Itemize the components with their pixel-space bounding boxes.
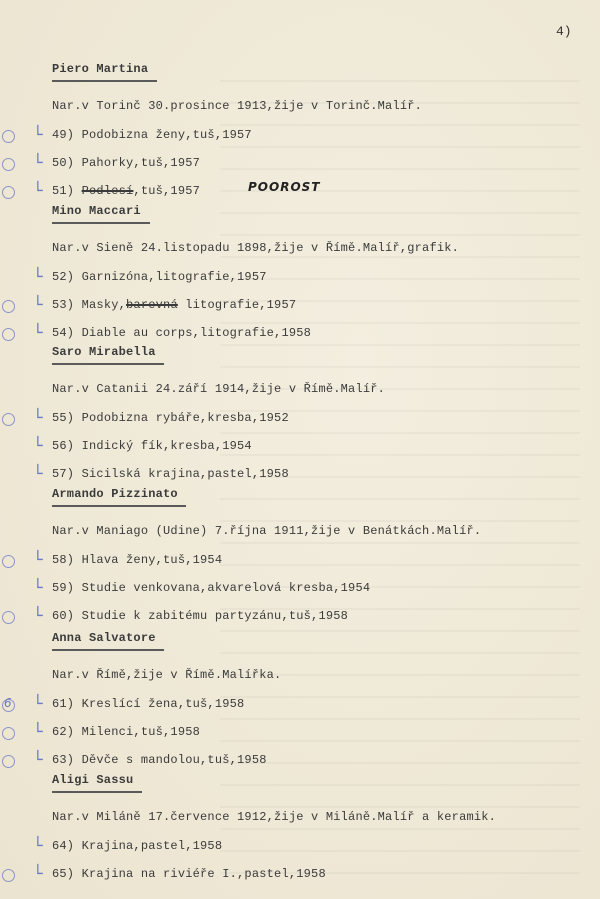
artwork-item xyxy=(52,439,252,453)
artwork-number: 51) xyxy=(52,184,82,198)
artist-bio: Nar.v Torinč 30.prosince 1913,žije v Torinč.Malíř. xyxy=(52,99,423,113)
artwork-title-prefix: Masky, xyxy=(81,298,127,312)
artwork-description: ,tuš,1957 xyxy=(133,184,201,198)
artwork-number: 55) xyxy=(52,411,82,425)
artwork-description: Podobizna ženy,tuš,1957 xyxy=(81,128,252,142)
handwritten-tick-icon: └ xyxy=(33,408,43,427)
artist-underline xyxy=(52,80,157,82)
artwork-number: 57) xyxy=(52,467,82,481)
checkmark-circle-icon xyxy=(2,727,15,740)
artwork-description: Studie k zabitému partyzánu,tuš,1958 xyxy=(81,609,349,623)
artwork-description: Kreslící žena,tuš,1958 xyxy=(81,697,245,711)
artist-bio: Nar.v Sieně 24.listopadu 1898,žije v Římě.Malíř,grafik. xyxy=(52,241,460,255)
checkmark-circle-icon xyxy=(2,186,15,199)
artwork-number: 64) xyxy=(52,839,82,853)
artwork-number: 49) xyxy=(52,128,82,142)
artwork-item xyxy=(52,697,244,711)
artist-bio: Nar.v Maniago (Udine) 7.října 1911,žije v Benátkách.Malíř. xyxy=(52,524,482,538)
artwork-description: Garnizóna,litografie,1957 xyxy=(81,270,267,284)
artwork-item xyxy=(52,184,200,198)
artwork-item xyxy=(52,326,311,340)
artwork-number: 59) xyxy=(52,581,82,595)
artist-name: Anna Salvatore xyxy=(52,631,156,645)
artwork-number: 54) xyxy=(52,326,82,340)
artist-underline xyxy=(52,363,164,365)
handwritten-tick-icon: └ xyxy=(33,295,43,314)
checkmark-circle-icon xyxy=(2,328,15,341)
artwork-description: Krajina na riviéře I.,pastel,1958 xyxy=(81,867,326,881)
handwritten-tick-icon: └ xyxy=(33,750,43,769)
checkmark-circle-icon xyxy=(2,413,15,426)
checkmark-circle-icon xyxy=(2,158,15,171)
artwork-item xyxy=(52,609,348,623)
page-number: 4) xyxy=(556,24,572,39)
artwork-description: Děvče s mandolou,tuš,1958 xyxy=(81,753,267,767)
artwork-description: Diable au corps,litografie,1958 xyxy=(81,326,312,340)
handwritten-tick-icon: └ xyxy=(33,722,43,741)
handwritten-tick-icon: └ xyxy=(33,267,43,286)
struck-out-word: barevná xyxy=(126,298,178,312)
handwritten-note: POOROST xyxy=(248,180,321,194)
artist-bio: Nar.v Římě,žije v Římě.Malířka. xyxy=(52,668,282,682)
artist-underline xyxy=(52,505,186,507)
artist-name: Aligi Sassu xyxy=(52,773,134,787)
artwork-number: 50) xyxy=(52,156,82,170)
artwork-item xyxy=(52,270,267,284)
handwritten-tick-icon: └ xyxy=(33,550,43,569)
artwork-description: litografie,1957 xyxy=(177,298,297,312)
artist-underline xyxy=(52,222,150,224)
artist-bio: Nar.v Miláně 17.července 1912,žije v Miláně.Malíř a keramik. xyxy=(52,810,497,824)
artwork-number: 61) xyxy=(52,697,82,711)
handwritten-tick-icon: └ xyxy=(33,323,43,342)
handwritten-tick-icon: └ xyxy=(33,153,43,172)
artist-bio: Nar.v Catanii 24.září 1914,žije v Římě.Malíř. xyxy=(52,382,386,396)
artwork-description: Milenci,tuš,1958 xyxy=(81,725,201,739)
checkmark-circle-icon xyxy=(2,755,15,768)
handwritten-tick-icon: └ xyxy=(33,694,43,713)
handwritten-tick-icon: └ xyxy=(33,606,43,625)
handwritten-mark: 6 xyxy=(4,696,13,710)
artwork-description: Pahorky,tuš,1957 xyxy=(81,156,201,170)
artwork-description: Sicilská krajina,pastel,1958 xyxy=(81,467,289,481)
handwritten-tick-icon: └ xyxy=(33,125,43,144)
artwork-number: 52) xyxy=(52,270,82,284)
artwork-item xyxy=(52,128,252,142)
artwork-description: Podobizna rybáře,kresba,1952 xyxy=(81,411,289,425)
artist-underline xyxy=(52,791,142,793)
artwork-number: 63) xyxy=(52,753,82,767)
handwritten-tick-icon: └ xyxy=(33,836,43,855)
artwork-number: 62) xyxy=(52,725,82,739)
handwritten-tick-icon: └ xyxy=(33,864,43,883)
artist-name: Armando Pizzinato xyxy=(52,487,178,501)
struck-out-word: Podlesí xyxy=(81,184,134,198)
artwork-number: 58) xyxy=(52,553,82,567)
artwork-item xyxy=(52,156,200,170)
artwork-item xyxy=(52,581,370,595)
checkmark-circle-icon xyxy=(2,300,15,313)
checkmark-circle-icon xyxy=(2,555,15,568)
artwork-item xyxy=(52,298,296,312)
artwork-item xyxy=(52,725,200,739)
artwork-number: 60) xyxy=(52,609,82,623)
handwritten-tick-icon: └ xyxy=(33,578,43,597)
checkmark-circle-icon xyxy=(2,611,15,624)
artist-name: Piero Martina xyxy=(52,62,149,76)
artwork-description: Indický fík,kresba,1954 xyxy=(81,439,252,453)
artwork-description: Studie venkovana,akvarelová kresba,1954 xyxy=(81,581,371,595)
artwork-number: 56) xyxy=(52,439,82,453)
artwork-description: Hlava ženy,tuš,1954 xyxy=(81,553,223,567)
artwork-description: Krajina,pastel,1958 xyxy=(81,839,223,853)
artwork-item xyxy=(52,553,222,567)
artwork-item xyxy=(52,411,289,425)
checkmark-circle-icon xyxy=(2,130,15,143)
checkmark-circle-icon xyxy=(2,869,15,882)
artwork-number: 65) xyxy=(52,867,82,881)
artwork-item xyxy=(52,753,267,767)
artist-name: Mino Maccari xyxy=(52,204,141,218)
artwork-number: 53) xyxy=(52,298,82,312)
artwork-item xyxy=(52,867,326,881)
artwork-item xyxy=(52,467,289,481)
handwritten-tick-icon: └ xyxy=(33,464,43,483)
artwork-item xyxy=(52,839,222,853)
handwritten-tick-icon: └ xyxy=(33,436,43,455)
artist-name: Saro Mirabella xyxy=(52,345,156,359)
handwritten-tick-icon: └ xyxy=(33,181,43,200)
artist-underline xyxy=(52,649,164,651)
